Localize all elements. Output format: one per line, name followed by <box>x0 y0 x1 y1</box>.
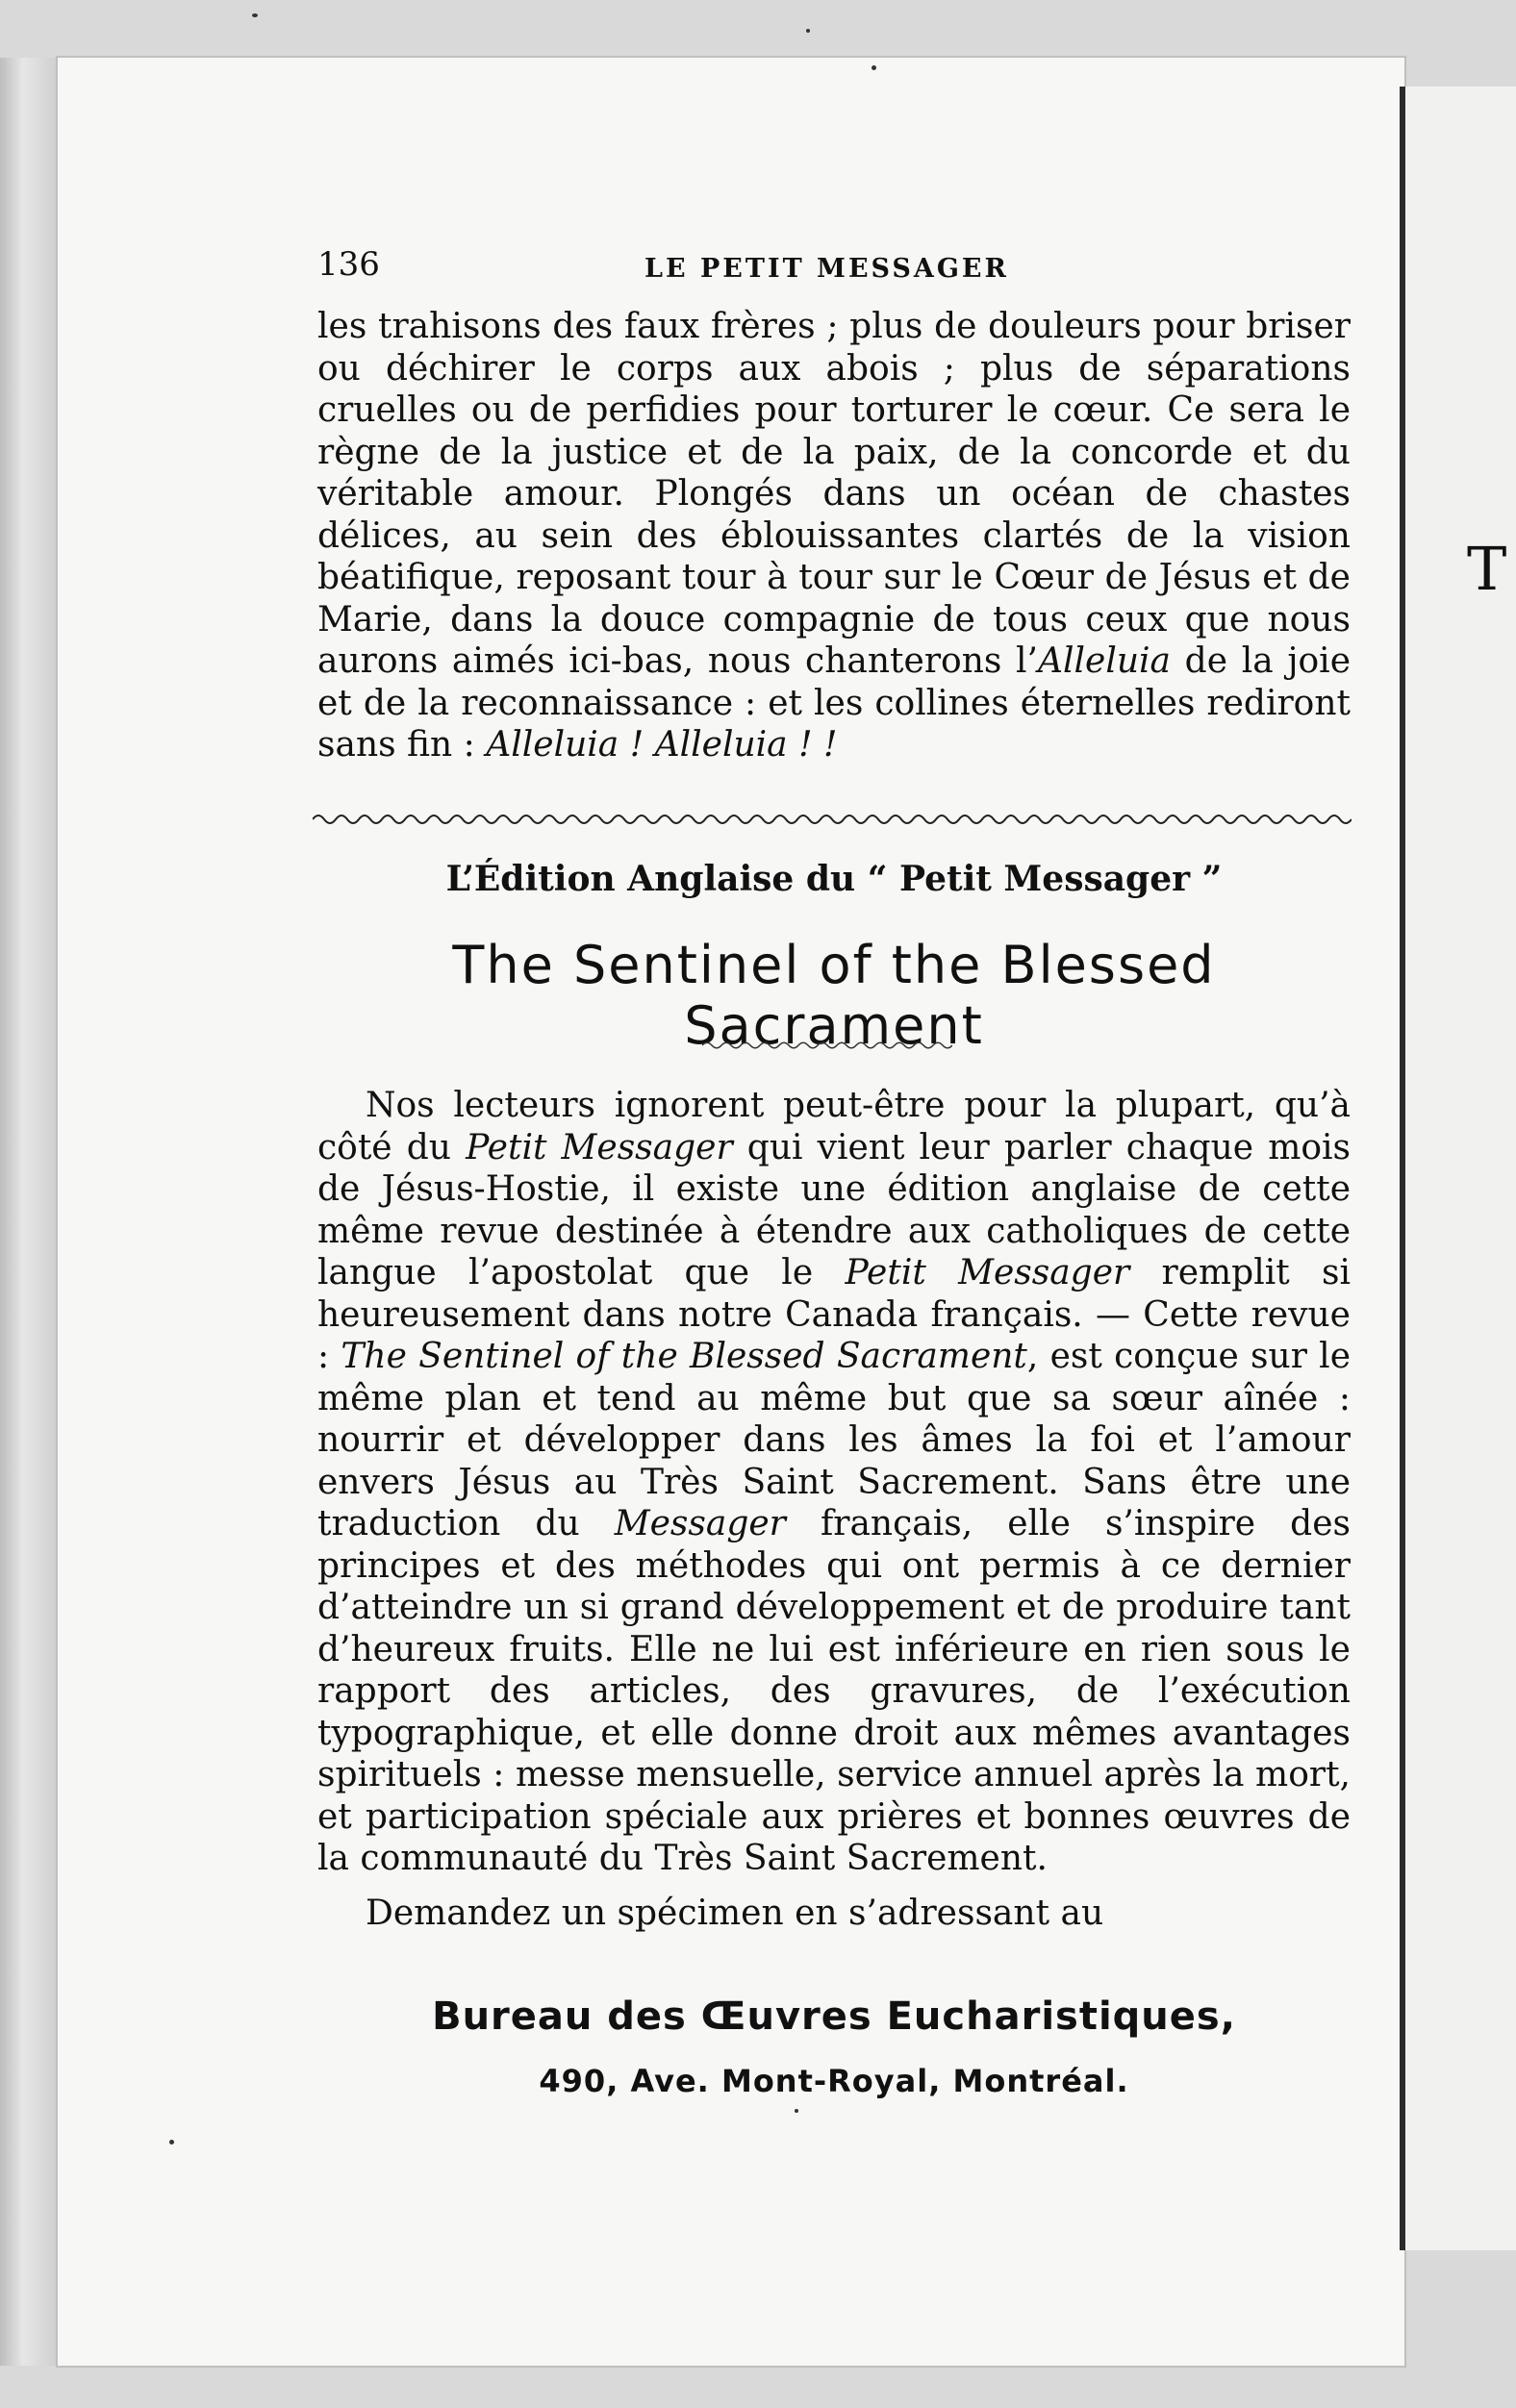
facing-page-glyph: T <box>1467 534 1507 604</box>
paragraph-2-italic-3: The Sentinel of the Blessed Sacrament <box>341 1337 1027 1376</box>
paragraph-1-ending: Alleluia ! Alleluia ! ! <box>486 725 838 765</box>
paragraph-2-text-5: français, elle s’inspire des principes et des méthodes qui ont permis à ce dernier d’atteindre un si grand développement et de produire tant d’heureux fruits. Elle ne lui est inférieure en rien sous le rapport des articles, des gravures, de l’exécution typographique, et elle donne droit aux mêmes avantages spirituels : messe mensuelle, service annuel après la mort, et participation spéciale aux prières et bonnes œuvres de la communauté du Très Saint Sacrement. <box>317 1504 1351 1878</box>
paragraph-1-text-b: de la joie et de la reconnaissance : et les collines éternelles rediront sans fin : <box>317 641 1351 765</box>
paragraph-2-text-1: Nos lecteurs ignorent peut-être pour la plupart, qu’à côté du <box>317 1086 1351 1167</box>
paragraph-2-text-4: , est conçue sur le même plan et tend au même but que sa sœur aînée : nourrir et développer dans les âmes la foi et l’amour envers Jésus au Très Saint Sacrement. Sans être une traduction du <box>317 1337 1351 1543</box>
paragraph-2-italic-4: Messager <box>614 1504 786 1543</box>
paragraph-2-italic-1: Petit Messager <box>466 1127 733 1167</box>
paragraph-1 <box>317 306 1351 766</box>
scan-left-edge <box>0 58 58 2366</box>
paragraph-2 <box>317 1085 1351 1880</box>
paragraph-3: Demandez un spécimen en s’adressant au <box>366 1894 1104 1933</box>
paragraph-2-text-2: qui vient leur parler chaque mois de Jésus-Hostie, il existe une édition anglaise de cette même revue destinée à étendre aux catholiques de cette langue l’apostolat que le <box>317 1127 1351 1292</box>
page-number: 136 <box>317 245 380 284</box>
paragraph-2-text-3: remplit si heureusement dans notre Canada français. — Cette revue : <box>317 1253 1351 1376</box>
section-english-title: The Sentinel of the Blessed Sacrament <box>452 935 1216 1056</box>
running-head: LE PETIT MESSAGER <box>644 254 1009 284</box>
section-gothic-title: L’Édition Anglaise du “ Petit Messager ” <box>445 859 1223 899</box>
paragraph-1-alleluia: Alleluia <box>1038 641 1172 681</box>
bureau-address: 490, Ave. Mont-Royal, Montréal. <box>539 2063 1129 2099</box>
small-wavy-divider <box>702 1039 952 1052</box>
wavy-divider <box>313 810 1352 829</box>
facing-page-strip <box>1400 87 1516 2250</box>
bureau-name: Bureau des Œuvres Eucharistiques, <box>432 1994 1236 2039</box>
paragraph-1-text-a: les trahisons des faux frères ; plus de douleurs pour briser ou déchirer le corps aux abois ; plus de séparations cruelles ou de perfidies pour torturer le cœur. Ce sera le règne de la justice et de la paix, de la concorde et du véritable amour. Plongés dans un océan de chastes délices, au sein des éblouissantes clartés de la vision béatifique, reposant tour à tour sur le Cœur de Jésus et de Marie, dans la douce compagnie de tous ceux que nous aurons aimés ici-bas, nous chanterons l’ <box>317 307 1351 681</box>
paragraph-2-italic-2: Petit Messager <box>845 1253 1130 1292</box>
